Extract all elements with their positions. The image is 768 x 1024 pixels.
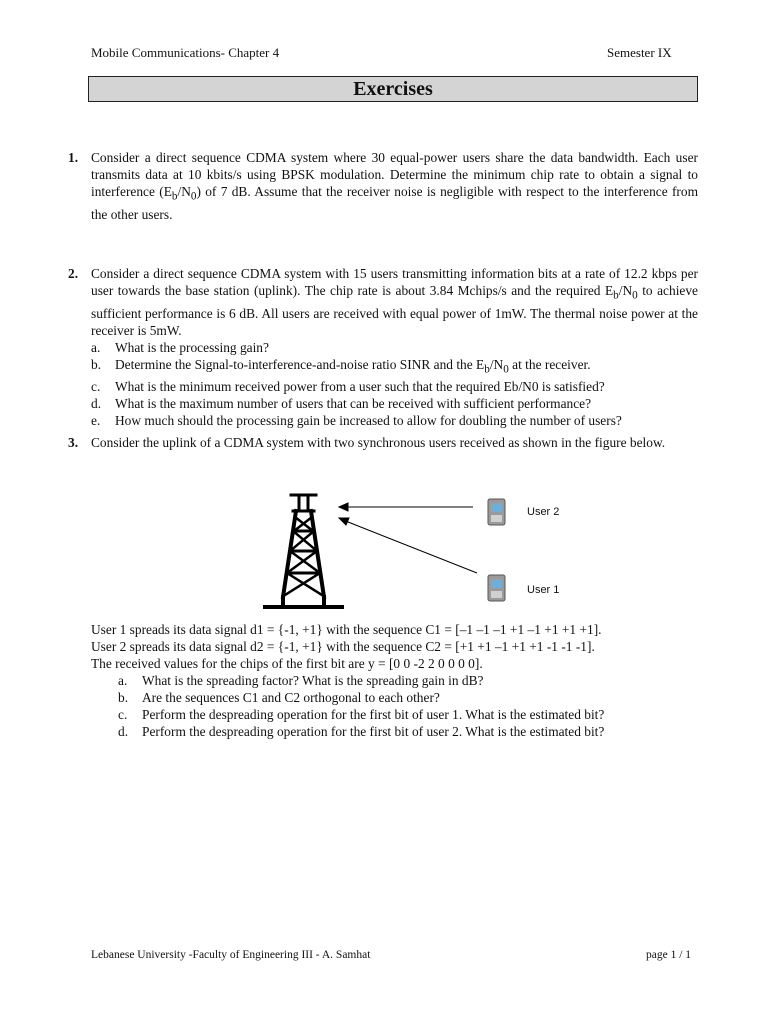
list-item: a. What is the processing gain? <box>91 339 269 355</box>
list-item: d. What is the maximum number of users that can be received with sufficient performance? <box>91 396 592 412</box>
footer-author: Lebanese University -Faculty of Engineering III - A. Samhat <box>91 949 371 961</box>
list-item: e. How much should the processing gain be increased to allow for doubling the number of users? <box>91 413 622 429</box>
exercise-3 <box>68 434 698 451</box>
mobile-phone-icon-user2 <box>488 499 505 525</box>
list-item: c. Perform the despreading operation for the first bit of user 1. What is the estimated bit? <box>118 707 605 722</box>
user1-label: User 1 <box>527 584 560 596</box>
header-course: Mobile Communications- Chapter 4 <box>91 45 280 60</box>
exercise-text: Consider a direct sequence CDMA system where 30 equal-power users share the data bandwidth. Each user transmits data at 10 kbits/s using BPSK modulation. Determine the minimum chip rate to obtain a signal to interference $(E_b/N_0)$ of 7 dB. Assume that the receiver noise is negligible with respect to the interference from the other users. <box>91 150 698 222</box>
list-item: a. What is the spreading factor? What is the spreading gain in dB? <box>118 673 484 688</box>
signal-arrow-user1 <box>339 518 477 573</box>
user2-label: User 2 <box>527 506 560 518</box>
list-item: b. Determine the Signal-to-interference-and-noise ratio SINR and the $E_b/N_0$ at the receiver. <box>91 356 591 376</box>
list-item: d. Perform the despreading operation for the first bit of user 2. What is the estimated bit? <box>118 724 605 739</box>
exercise-number: 2. <box>68 266 79 281</box>
header-semester: Semester IX <box>607 45 672 60</box>
list-item: c. What is the minimum received power from a user such that the required Eb/N0 is satisfied? <box>91 379 605 395</box>
user2-spreading-text: User 2 spreads its data signal d2 = {-1, +1} with the sequence C2 = [+1 +1 –1 +1 +1 -1 -1 -1]. <box>91 639 595 654</box>
footer-page-number: page 1 / 1 <box>646 949 692 961</box>
exercise-text: Consider the uplink of a CDMA system with two synchronous users received as shown in the figure below. <box>91 435 666 450</box>
exercise-3-details <box>68 621 698 740</box>
exercise-number: 1. <box>68 150 79 165</box>
received-values-text: The received values for the chips of the first bit are y = [0 0 -2 2 0 0 0 0]. <box>91 656 483 671</box>
base-station-tower-icon <box>265 495 342 607</box>
mobile-phone-icon-user1 <box>488 575 505 601</box>
page-title: Exercises <box>88 76 698 102</box>
user1-spreading-text: User 1 spreads its data signal d1 = {-1, +1} with the sequence C1 = [–1 –1 –1 +1 –1 +1 +1 +1]. <box>91 622 602 637</box>
cdma-uplink-figure <box>255 487 585 620</box>
exercise-text: Consider a direct sequence CDMA system with 15 users transmitting information bits at a rate of 12.2 kbps per user towards the base station (uplink). The chip rate is about 3.84 Mchips/s and the required $E_b/N_0$ to achieve sufficient performance is 6 dB. All users are received with equal power of 1mW. The thermal noise power at the receiver is 5mW. <box>91 266 698 338</box>
exercise-number: 3. <box>68 435 79 450</box>
list-item: b. Are the sequences C1 and C2 orthogonal to each other? <box>118 690 440 705</box>
exercise-2 <box>68 265 698 429</box>
signal-arrow-user2 <box>339 503 473 511</box>
exercise-1 <box>68 149 698 223</box>
